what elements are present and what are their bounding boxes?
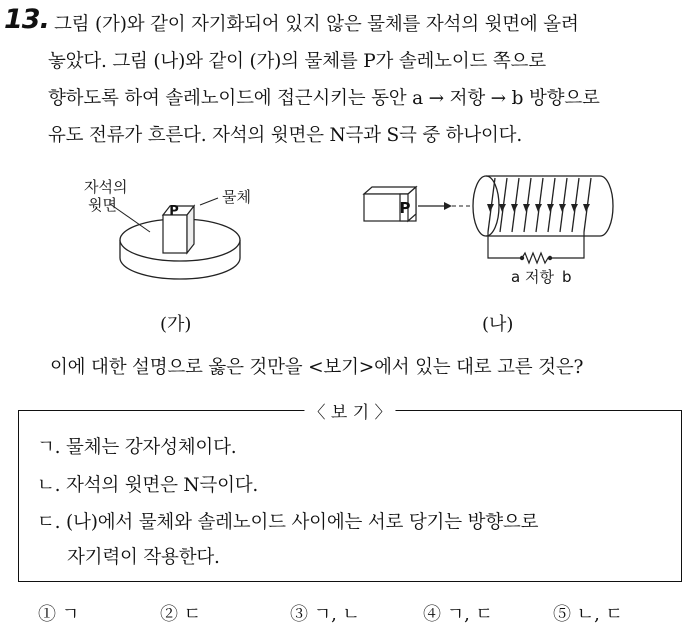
resistor-label-b: b: [562, 268, 572, 286]
question-text-line-1: 그림 (가)와 같이 자기화되어 있지 않은 물체를 자석의 윗면에 올려: [54, 14, 579, 35]
solenoid-left-end: [473, 176, 499, 236]
label-object: 물체: [222, 188, 251, 206]
resistor-zigzag: [522, 253, 550, 263]
choice-2[interactable]: ② ㄷ: [160, 604, 202, 625]
object-block-side: [187, 206, 194, 253]
block-letter-p-na: P: [399, 199, 411, 217]
figure-area: [0, 170, 700, 340]
choice-4[interactable]: ④ ㄱ, ㄷ: [423, 604, 493, 625]
caption-ga: (가): [160, 314, 192, 335]
choice-1[interactable]: ① ㄱ: [38, 604, 80, 625]
resistor-label-mid: 저항: [525, 268, 554, 286]
bogi-item-giyeok: ㄱ. 물체는 강자성체이다.: [37, 437, 237, 458]
label-top-face-line2: 윗면: [88, 196, 117, 214]
choice-3[interactable]: ③ ㄱ, ㄴ: [290, 604, 360, 625]
approach-arrow-head: [444, 202, 452, 210]
bogi-item-digeut: ㄷ. (나)에서 물체와 솔레노이드 사이에는 서로 당기는 방향으로: [37, 512, 539, 533]
question-text-line-3: 향하도록 하여 솔레노이드에 접근시키는 동안 a → 저항 → b 방향으로: [48, 88, 600, 109]
bogi-title: 〈 보 기 〉: [304, 398, 395, 423]
question-prompt: 이에 대한 설명으로 옳은 것만을 <보기>에서 있는 대로 고른 것은?: [50, 357, 584, 378]
figure-na: [364, 176, 613, 286]
question-text-line-2: 놓았다. 그림 (나)와 같이 (가)의 물체를 P가 솔레노이드 쪽으로: [48, 51, 546, 72]
object-block-front: [163, 215, 187, 253]
question-number: 13.: [4, 4, 49, 35]
terminal-b-dot: [548, 256, 552, 260]
terminal-a-dot: [520, 256, 524, 260]
choice-5[interactable]: ⑤ ㄴ, ㄷ: [553, 604, 623, 625]
block-letter-p-ga: P: [169, 204, 179, 219]
object-block-top-na: [364, 187, 416, 194]
solenoid-right-end: [600, 176, 613, 236]
resistor-label-a: a: [511, 268, 521, 286]
bogi-box: [18, 403, 682, 582]
bogi-item-digeut-continued: 자기력이 작용한다.: [67, 547, 220, 568]
question-text-line-4: 유도 전류가 흐른다. 자석의 윗면은 N극과 S극 중 하나이다.: [48, 125, 523, 146]
figure-ga: [84, 178, 251, 279]
bogi-item-nieun: ㄴ. 자석의 윗면은 N극이다.: [37, 475, 259, 496]
label-top-face-line1: 자석의: [84, 178, 128, 196]
label-line-object: [200, 198, 218, 205]
caption-na: (나): [482, 314, 514, 335]
coil-current-arrows: [487, 204, 590, 212]
